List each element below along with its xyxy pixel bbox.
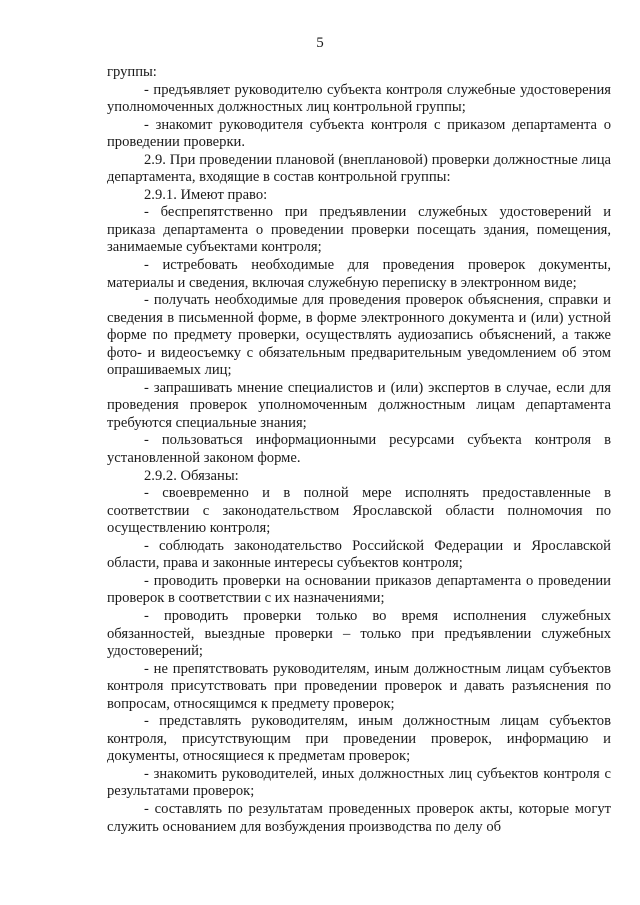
- paragraph-right-request-documents: - истребовать необходимые для проведения проверок документы, материалы и сведения, включая служебную переписку в электронном виде;: [107, 257, 611, 291]
- paragraph-duty-inspect-on-orders: - проводить проверки на основании приказов департамента о проведении проверок в соответствии с их назначениями;: [107, 572, 611, 607]
- paragraph-duty-observe-law: - соблюдать законодательство Российской Федерации и Ярославской области, права и законные интересы субъектов контроля;: [107, 537, 611, 572]
- paragraph-duty-draw-up-acts: - составлять по результатам проведенных проверок акты, которые могут служить основанием для возбуждения производства по делу об: [107, 800, 611, 835]
- paragraph-section-2-9: 2.9. При проведении плановой (внеплановой) проверки должностные лица департамента, входящие в состав контрольной группы:: [107, 151, 611, 186]
- paragraph-right-visit-premises: - беспрепятственно при предъявлении служебных удостоверений и приказа департамента о проведении проверки посещать здания, помещения, занимаемые субъектами контроля;: [107, 204, 611, 256]
- paragraph-duty-provide-information: - представлять руководителям, иным должностным лицам субъектов контроля, присутствующим при проведении проверок, информацию и документы, относящиеся к предметам проверок;: [107, 713, 611, 765]
- paragraph-present-credentials: - предъявляет руководителю субъекта контроля служебные удостоверения уполномоченных должностных лиц контрольной группы;: [107, 81, 611, 116]
- paragraph-section-2-9-2: 2.9.2. Обязаны:: [144, 467, 239, 484]
- paragraph-acquaint-with-order: - знакомит руководителя субъекта контроля с приказом департамента о проведении проверки.: [107, 116, 611, 151]
- paragraph-duty-inspect-during-service: - проводить проверки только во время исполнения служебных обязанностей, выездные проверки – только при предъявлении служебных удостоверений;: [107, 607, 611, 660]
- document-body: [107, 64, 611, 836]
- paragraph-duty-exercise-powers: - своевременно и в полной мере исполнять предоставленные в соответствии с законодательством Ярославской области полномочия по осуществлению контроля;: [107, 485, 611, 537]
- paragraph-continuation: группы:: [107, 64, 157, 80]
- paragraph-duty-not-obstruct: - не препятствовать руководителям, иным должностным лицам субъектов контроля присутствовать при проведении проверок и давать разъяснения по вопросам, относящимся к предмету проверок;: [107, 660, 611, 712]
- paragraph-right-request-experts: - запрашивать мнение специалистов и (или) экспертов в случае, если для проведения проверок уполномоченным должностным лицам департамента требуются специальные знания;: [107, 379, 611, 431]
- paragraph-duty-share-results: - знакомить руководителей, иных должностных лиц субъектов контроля с результатами проверок;: [107, 765, 611, 800]
- paragraph-section-2-9-1: 2.9.1. Имеют право:: [144, 186, 268, 203]
- paragraph-right-use-resources: - пользоваться информационными ресурсами субъекта контроля в установленной законом форме.: [107, 432, 611, 467]
- page-number: 5: [316, 35, 324, 51]
- paragraph-right-obtain-explanations: - получать необходимые для проведения проверок объяснения, справки и сведения в письменной форме, в форме электронного документа и (или) устной форме по предмету проверки, осуществлять аудиозапись объяснений, а также фото- и видеосъемку с обязательным предварительным уведомлением об этом опрашиваемых лиц;: [107, 292, 611, 379]
